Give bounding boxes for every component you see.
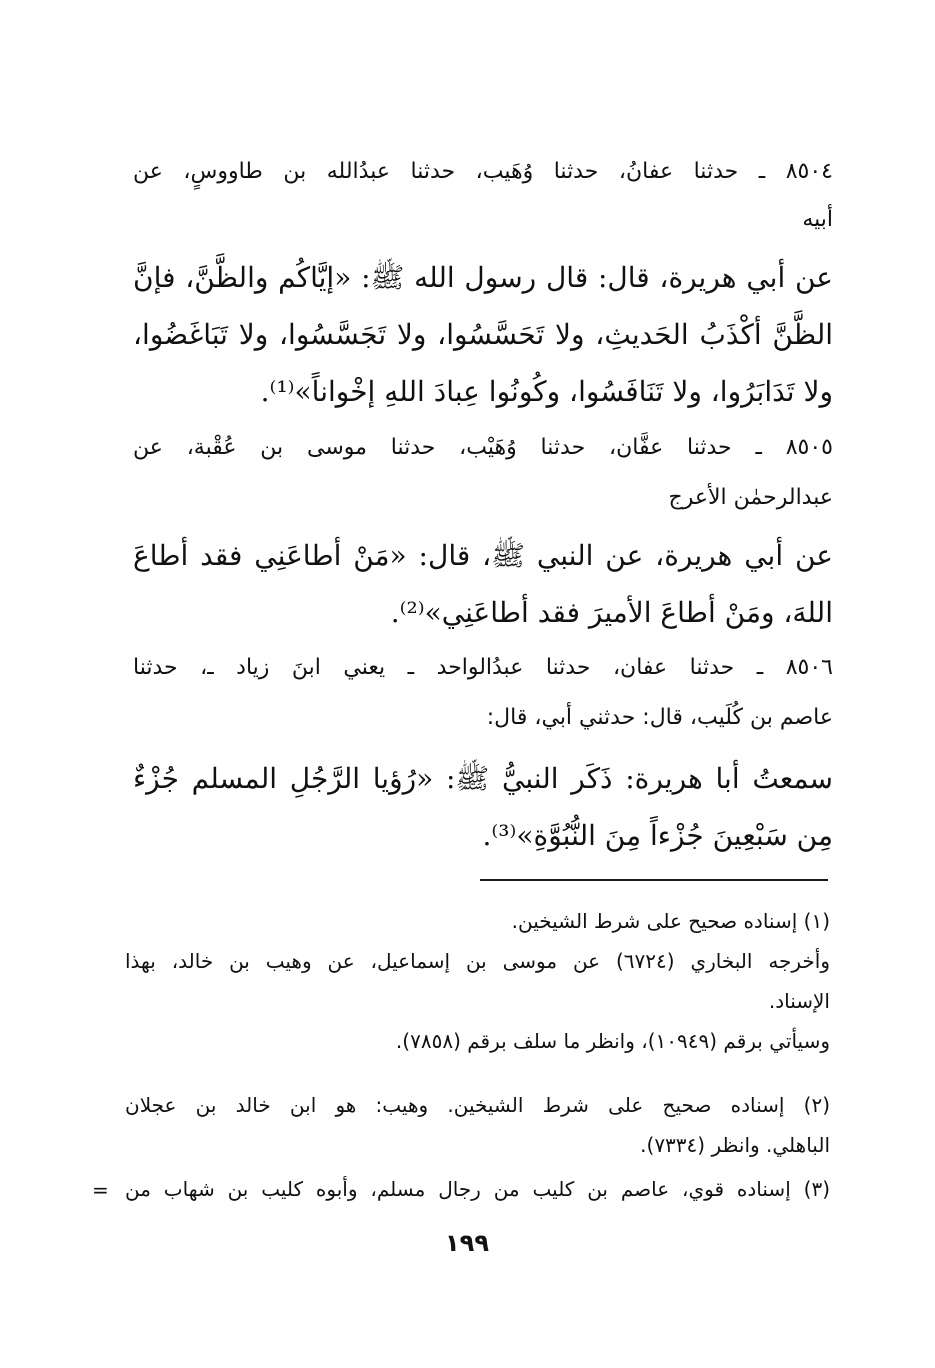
footnote-line: الإسناد. <box>768 989 830 1013</box>
footnote-divider <box>480 879 828 881</box>
hadith-8506-chain <box>133 643 833 743</box>
matn-line: ولا تَدَابَرُوا، ولا تَنَافَسُوا، وكُونُوا عِبادَ اللهِ إخْواناً»⁽¹⁾. <box>260 375 833 408</box>
matn-line: مِن سَبْعِينَ جُزْءاً مِنَ النُّبُوَّةِ»⁽³⁾. <box>482 819 833 852</box>
footnote-3 <box>125 1169 830 1209</box>
hadith-8505-chain <box>133 423 833 523</box>
hadith-8506-matn <box>133 750 833 864</box>
page-number: ١٩٩ <box>445 1229 489 1257</box>
matn-line: اللهَ، ومَنْ أطاعَ الأميرَ فقد أطاعَنِي»⁽²⁾. <box>390 596 833 629</box>
hadith-8504-chain <box>133 147 833 243</box>
matn-line: عن أبي هريرة، قال: قال رسول الله ﷺ: «إيَّاكُم والظَّنَّ، فإنَّ <box>133 261 833 294</box>
continuation-mark: = <box>92 1178 109 1202</box>
footnote-line: الباهلي. وانظر (٧٣٣٤). <box>640 1133 830 1157</box>
chain-line: عبدالرحمٰن الأعرج <box>668 485 833 510</box>
footnote-1 <box>125 901 830 1061</box>
footnote-line: (١) إسناده صحيح على شرط الشيخين. <box>511 909 830 933</box>
chain-line: ٨٥٠٤ ـ حدثنا عفانُ، حدثنا وُهَيب، حدثنا عبدُالله بن طاووسٍ، عن <box>133 159 833 184</box>
matn-line: عن أبي هريرة، عن النبي ﷺ، قال: «مَنْ أطاعَنِي فقد أطاعَ <box>133 539 833 572</box>
hadith-8504-matn <box>133 249 833 420</box>
chain-line: ٨٥٠٦ ـ حدثنا عفان، حدثنا عبدُالواحد ـ يعني ابنَ زياد ـ، حدثنا <box>133 655 833 680</box>
hadith-8505-matn <box>133 527 833 641</box>
footnote-line: وسيأتي برقم (١٠٩٤٩)، وانظر ما سلف برقم (٧٨٥٨). <box>395 1029 830 1053</box>
footnote-2 <box>125 1085 830 1165</box>
chain-line: ٨٥٠٥ ـ حدثنا عفَّان، حدثنا وُهَيْب، حدثنا موسى بن عُقْبة، عن <box>133 435 833 460</box>
footnote-line: (٣) إسناده قوي، عاصم بن كليب من رجال مسلم، وأبوه كليب بن شهاب من <box>125 1177 830 1201</box>
chain-line: أبيه <box>802 207 833 232</box>
footnote-line: (٢) إسناده صحيح على شرط الشيخين. وهيب: هو ابن خالد بن عجلان <box>125 1093 830 1117</box>
chain-line: عاصم بن كُلَيب، قال: حدثني أبي، قال: <box>486 705 833 730</box>
matn-line: الظَّنَّ أكْذَبُ الحَديثِ، ولا تَحَسَّسُوا، ولا تَجَسَّسُوا، ولا تَبَاغَضُوا، <box>133 318 833 351</box>
matn-line: سمعتُ أبا هريرة: ذَكَر النبيُّ ﷺ: «رُؤيا الرَّجُلِ المسلم جُزْءٌ <box>133 762 833 795</box>
footnote-line: وأخرجه البخاري (٦٧٢٤) عن موسى بن إسماعيل، عن وهيب بن خالد، بهذا <box>125 949 831 973</box>
